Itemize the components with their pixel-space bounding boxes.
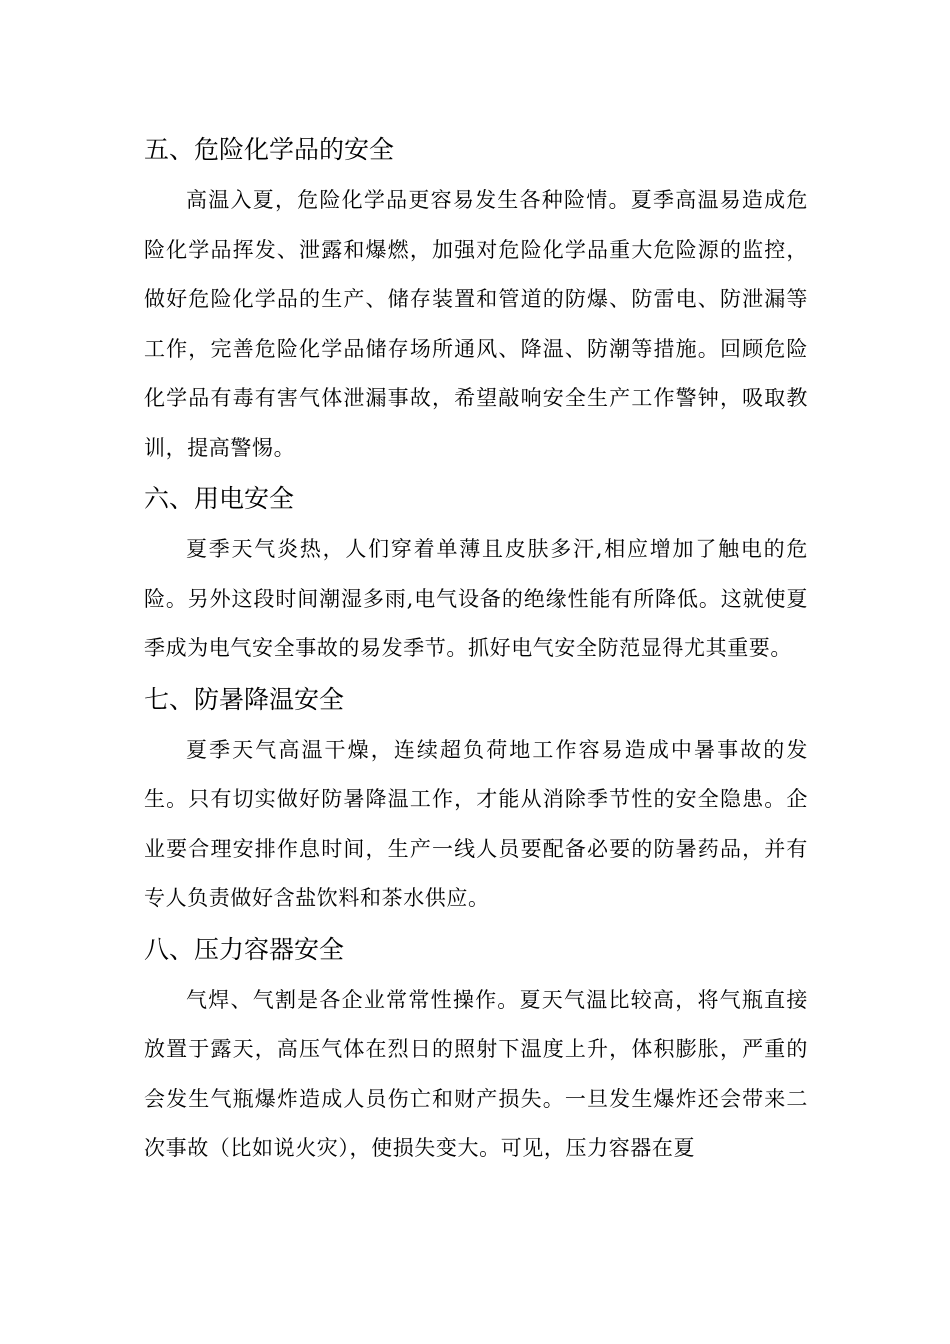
section-heading-pressure-vessels: 八、压力容器安全 (144, 934, 345, 964)
document-body (144, 124, 808, 1174)
section-paragraph-heatstroke-prevention: 夏季天气高温干燥，连续超负荷地工作容易造成中暑事故的发生。只有切实做好防暑降温工作，才能从消除季节性的安全隐患。企业要合理安排作息时间，生产一线人员要配备必要的防暑药品，并有专人负责做好含盐饮料和茶水供应。 (144, 737, 808, 910)
section-paragraph-electrical-safety: 夏季天气炎热，人们穿着单薄且皮肤多汗,相应增加了触电的危险。另外这段时间潮湿多雨,电气设备的绝缘性能有所降低。这就使夏季成为电气安全事故的易发季节。抓好电气安全防范显得尤其重要。 (144, 537, 808, 660)
section-paragraph-hazardous-chemicals: 高温入夏，危险化学品更容易发生各种险情。夏季高温易造成危险化学品挥发、泄露和爆燃，加强对危险化学品重大危险源的监控，做好危险化学品的生产、储存装置和管道的防爆、防雷电、防泄漏等工作，完善危险化学品储存场所通风、降温、防潮等措施。回顾危险化学品有毒有害气体泄漏事故，希望敲响安全生产工作警钟，吸取教训，提高警惕。 (144, 188, 808, 460)
section-heading-electrical-safety: 六、用电安全 (144, 484, 295, 513)
section-paragraph-pressure-vessels: 气焊、气割是各企业常常性操作。夏天气温比较高，将气瓶直接放置于露天，高压气体在烈日的照射下温度上升，体积膨胀，严重的会发生气瓶爆炸造成人员伤亡和财产损失。一旦发生爆炸还会带来二次事故（比如说火灾），使损失变大。可见，压力容器在夏 (144, 987, 808, 1160)
section-heading-hazardous-chemicals: 五、危险化学品的安全 (144, 135, 395, 164)
section-heading-heatstroke-prevention: 七、防暑降温安全 (144, 684, 345, 714)
